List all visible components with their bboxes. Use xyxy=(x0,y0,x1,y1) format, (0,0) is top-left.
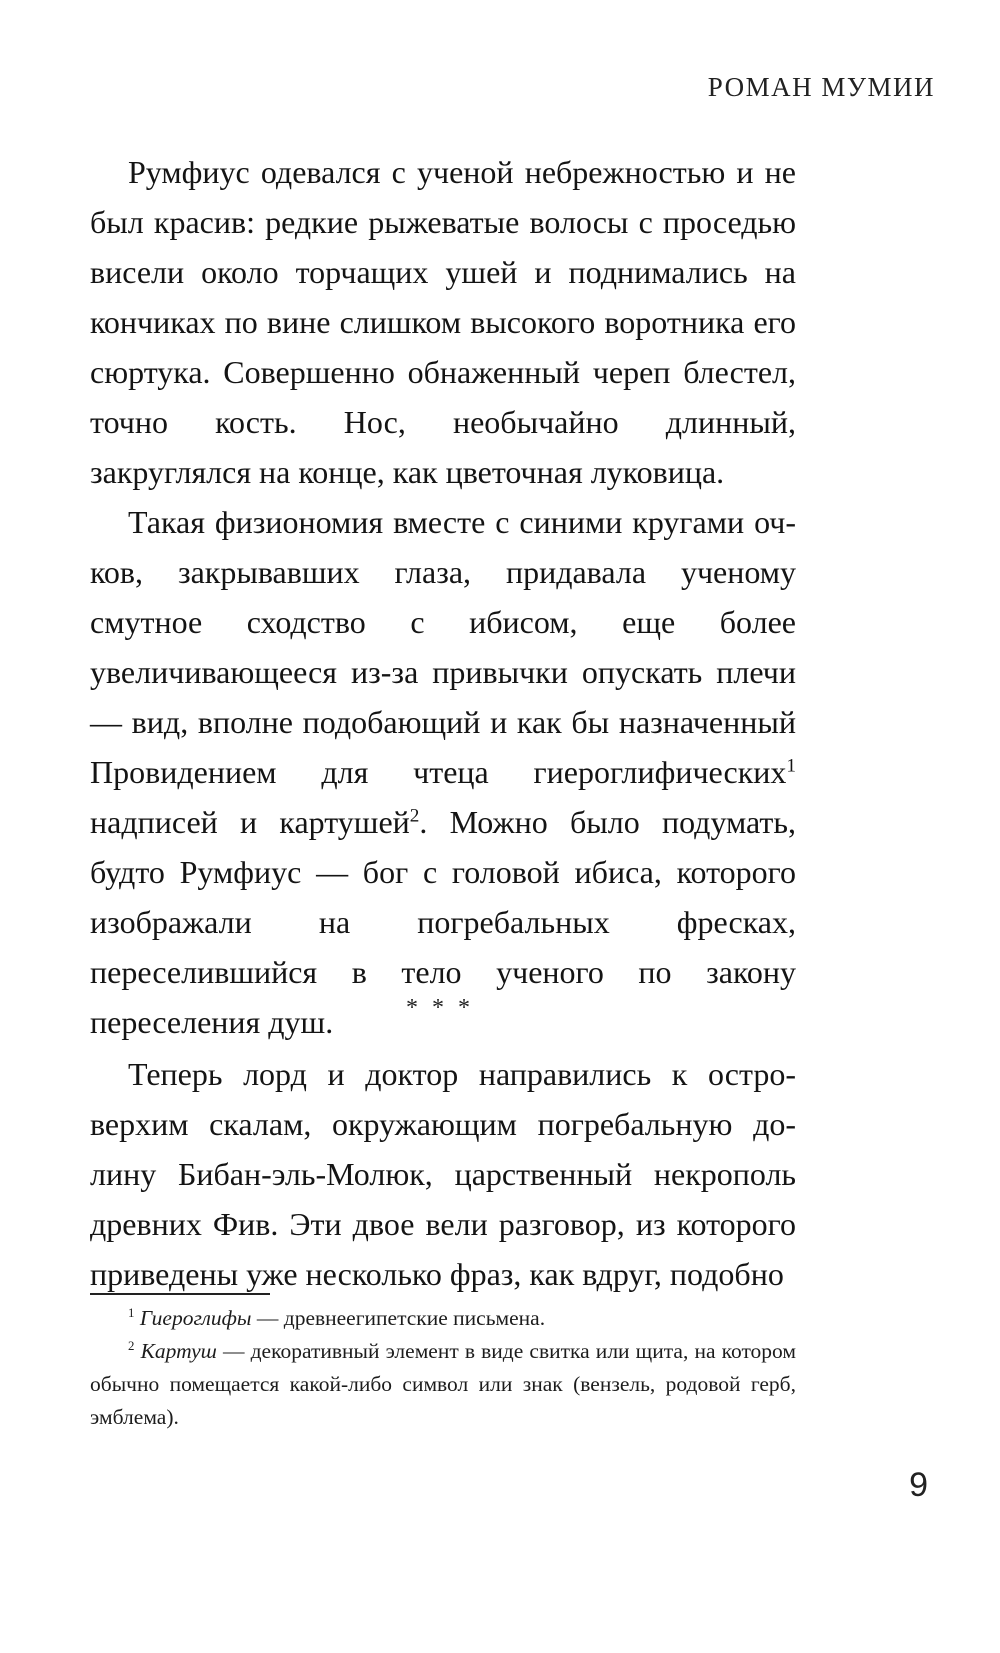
paragraph-2-part-a: Такая физиономия вместе с синими кругами очков, закрывавших глаза, придавала ученому смутное сходство с ибисом, еще более увеличивающееся из-за привычки опускать плечи — вид, вполне подобающий и как бы назначенный Провидением для чтеца гиероглифических xyxy=(90,504,796,790)
footnote-ref-2: 2 xyxy=(409,805,420,827)
text-block-2 xyxy=(90,1049,796,1299)
text-block-1 xyxy=(90,147,796,1047)
footnote-1-number: 1 xyxy=(128,1305,135,1320)
paragraph-1: Румфиус одевался с ученой небрежностью и не был красив: редкие рыжеватые волосы с проседью висели около торчащих ушей и поднимались на кончиках по вине слишком высокого воротника его сюртука. Совершенно обнаженный череп блестел, точно кость. Нос, необычайно длинный, закруглялся на конце, как цветочная луковица. xyxy=(90,154,796,490)
paragraph-2 xyxy=(90,497,796,1047)
footnote-1-term: Гиероглифы xyxy=(139,1306,252,1330)
section-separator: * * * xyxy=(406,995,474,1021)
paragraph-3: Теперь лорд и доктор направились к островерхим скалам, окружающим погребальную долину Бибан-эль-Молюк, царственный некрополь древних Фив. Эти двое вели разговор, из которого приведены уже несколько фраз, как вдруг, подобно xyxy=(90,1056,796,1292)
footnote-2-text: — декоративный элемент в виде свитка или щита, на котором обычно помещается какой-либо символ или знак (вензель, родовой герб, эмблема). xyxy=(90,1339,796,1429)
footnote-divider xyxy=(90,1293,270,1295)
footnote-1-text: — древнеегипетские письмена. xyxy=(251,1306,546,1330)
footnotes xyxy=(90,1302,796,1434)
paragraph-2-part-c: . Можно было подумать, будто Румфиус — бог с головой ибиса, которого изображали на погребальных фресках, переселившийся в тело ученого по закону переселения душ. xyxy=(90,804,797,1040)
running-head: РОМАН МУМИИ xyxy=(707,72,935,102)
footnote-ref-1: 1 xyxy=(786,755,796,777)
page-number: 9 xyxy=(909,1466,928,1504)
footnote-1 xyxy=(90,1302,796,1335)
paragraph-2-part-b: надписей и картушей xyxy=(90,804,410,840)
footnote-2-number: 2 xyxy=(128,1338,135,1353)
footnote-2-term: Картуш xyxy=(140,1339,217,1363)
footnote-2 xyxy=(90,1335,796,1434)
